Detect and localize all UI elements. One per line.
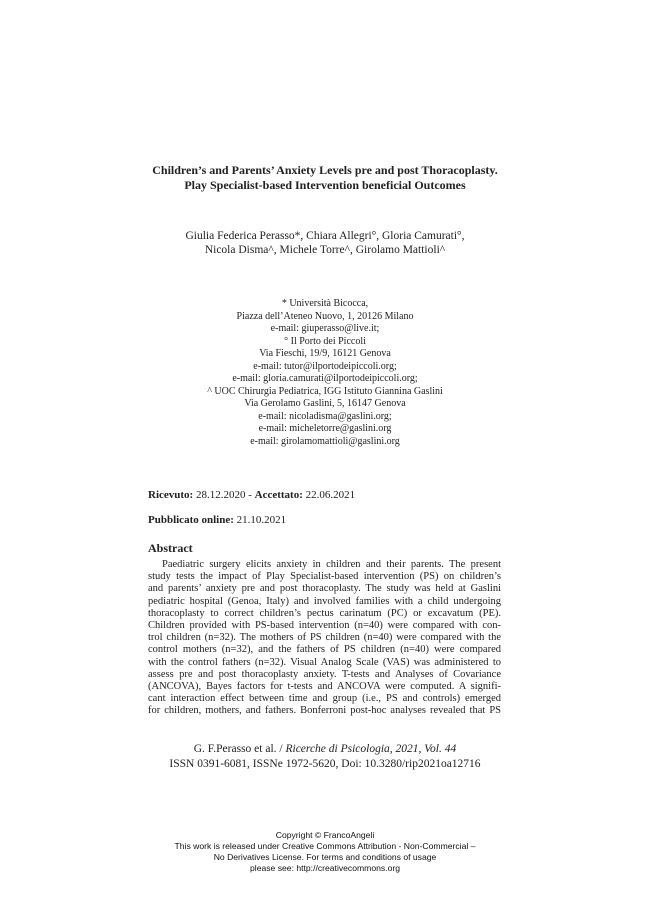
- abstract-line: cant interaction effect between time and group (i.e., PS and controls) emerged: [148, 693, 501, 705]
- abstract-line: trol children (n=32). The mothers of PS children (n=40) were compared with the: [148, 632, 501, 644]
- affiliation-line: e-mail: nicoladisma@gaslini.org;: [258, 410, 392, 422]
- abstract-line: (ANCOVA), Bayes factors for t-tests and ANCOVA were computed. A signifi-: [148, 681, 501, 693]
- citation-journal: Ricerche di Psicologia, 2021, Vol. 44: [285, 743, 457, 755]
- title-line-2: Play Specialist-based Intervention beneficial Outcomes: [184, 178, 466, 192]
- received-date: 28.12.2020 -: [195, 489, 252, 501]
- abstract-line: Children provided with PS-based intervention (n=40) were compared with con-: [148, 620, 501, 632]
- journal-citation: [130, 742, 520, 772]
- accepted-label: Accettato:: [254, 489, 303, 501]
- abstract-line: pediatric hospital (Genoa, Italy) and involved families with a child undergoing: [148, 595, 501, 607]
- license-link-line: please see: http://creativecommons.org: [250, 863, 400, 873]
- abstract-line: study tests the impact of Play Specialist-based intervention (PS) on children’s: [148, 571, 501, 583]
- copyright-notice: [140, 830, 510, 874]
- abstract-line: for children, mothers, and fathers. Bonferroni post-hoc analyses revealed that PS: [148, 705, 501, 717]
- license-line: This work is released under Creative Commons Attribution - Non-Commercial –: [174, 841, 476, 851]
- abstract-body: [148, 559, 501, 718]
- affiliations: [130, 298, 520, 448]
- affiliation-line: * Università Bicocca,: [281, 298, 369, 309]
- abstract-line: control mothers (n=32), and the fathers of PS children (n=40) were compared: [148, 644, 501, 656]
- abstract-heading: Abstract: [148, 541, 193, 555]
- published-online-date: 21.10.2021: [236, 514, 287, 526]
- affiliation-line: e-mail: tutor@ilportodeipiccoli.org;: [253, 360, 397, 372]
- paper-title: [130, 163, 520, 193]
- affiliation-line: ^ UOC Chirurgia Pediatrica, IGG Istituto Giannina Gaslini: [207, 385, 443, 397]
- citation-authors: G. F.Perasso et al. /: [193, 743, 283, 755]
- citation-identifiers: ISSN 0391-6081, ISSNe 1972-5620, Doi: 10.3280/rip2021oa12716: [169, 758, 481, 770]
- affiliation-line: Piazza dell’Ateneo Nuovo, 1, 20126 Milano: [236, 310, 414, 322]
- affiliation-line: e-mail: girolamomattioli@gaslini.org: [250, 435, 400, 447]
- affiliation-line: e-mail: micheletorre@gaslini.org: [258, 423, 392, 434]
- abstract-line: with the control fathers (n=32). Visual Analog Scale (VAS) was administered to: [148, 656, 501, 668]
- abstract-line: Paediatric surgery elicits anxiety in children and their parents. The present: [162, 559, 501, 570]
- title-line-1: Children’s and Parents’ Anxiety Levels pre and post Thoracoplasty.: [152, 163, 498, 177]
- license-line: No Derivatives License. For terms and conditions of usage: [213, 852, 437, 862]
- abstract-line: and parents’ anxiety pre and post thoracoplasty. The study was held at Gaslini: [148, 583, 501, 595]
- received-label: Ricevuto:: [148, 489, 194, 501]
- author-list: [110, 229, 540, 257]
- abstract-line: thoracoplasty to correct children’s pectus carinatum (PC) or excavatum (PE).: [148, 607, 501, 619]
- affiliation-line: e-mail: gloria.camurati@ilportodeipiccoli.org;: [232, 373, 418, 384]
- copyright-line: Copyright © FrancoAngeli: [275, 830, 375, 840]
- received-accepted-dates: [148, 489, 355, 502]
- affiliation-line: Via Fieschi, 19/9, 16121 Genova: [259, 348, 391, 359]
- affiliation-line: ° Il Porto dei Piccoli: [284, 335, 366, 347]
- citation-line-1: [130, 742, 520, 757]
- published-online-label: Pubblicato online:: [148, 514, 234, 526]
- affiliation-line: Via Gerolamo Gaslini, 5, 16147 Genova: [244, 398, 406, 409]
- published-online: [148, 514, 286, 527]
- abstract-line: assess pre and post thoracoplasty anxiety. T-tests and Analyses of Covariance: [148, 668, 501, 680]
- accepted-date: 22.06.2021: [305, 489, 356, 501]
- authors-line-2: Nicola Disma^, Michele Torre^, Girolamo Mattioli^: [204, 244, 446, 256]
- authors-line-1: Giulia Federica Perasso*, Chiara Allegri°, Gloria Camurati°,: [185, 230, 465, 242]
- affiliation-line: e-mail: giuperasso@live.it;: [270, 323, 380, 334]
